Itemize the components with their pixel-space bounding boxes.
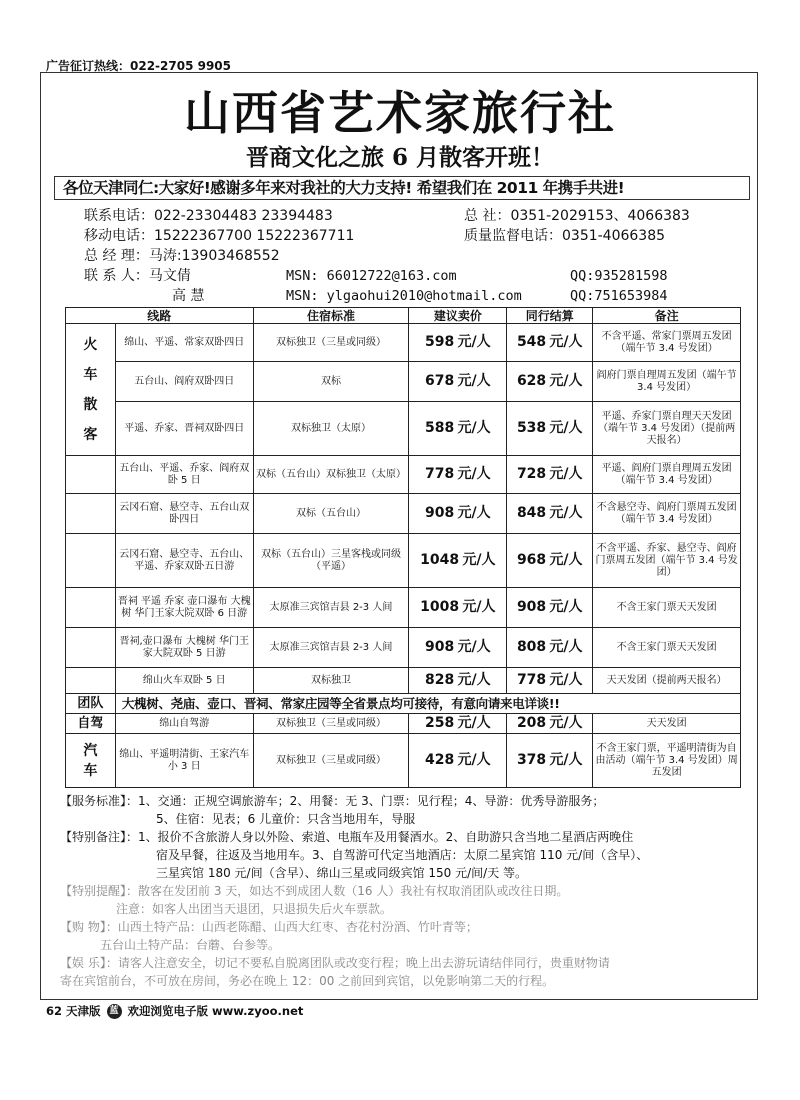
note-cell: 不含王家门票天天发团 [593,628,741,668]
empty-category-cell [66,456,116,494]
table-row [66,534,741,588]
peer-price-cell: 378 元/人 [507,734,593,788]
header-note: 备注 [593,308,741,324]
contact-phone: 联系电话：022-23304483 23394483 [84,208,333,224]
shopping-note-cont: 五台山土特产品：台蘑、台参等。 [100,938,281,952]
note-cell: 天天发团 [593,714,741,734]
self-drive-label: 自驾 [66,714,116,734]
unit-label: 元/人 [549,551,583,568]
contact-mobile: 移动电话：15222367700 15222367711 [84,228,355,244]
price-cell: 1008 元/人 [409,588,507,628]
table-header-row [66,308,741,324]
peer-price-cell: 548 元/人 [507,324,593,362]
unit-label: 元/人 [457,638,491,655]
route-price-table [65,307,741,788]
price-cell: 908 元/人 [409,494,507,534]
team-row [66,694,741,714]
note-cell: 不含平遥、常家门票周五发团（端午节 3.4 号发团） [593,324,741,362]
note-cell: 不含王家门票天天发团 [593,588,741,628]
header-price: 建议卖价 [409,308,507,324]
contact-msn-1: MSN: 66012722@163.com [286,268,457,284]
peer-price-cell: 778 元/人 [507,668,593,694]
bus-category-label: 汽 车 [66,734,116,788]
hotel-cell: 双标（五台山） [253,494,409,534]
note-cell: 不含悬空寺、阎府门票周五发团（端午节 3.4 号发团） [593,494,741,534]
peer-price-cell: 628 元/人 [507,362,593,402]
special-note-cont-2: 三星宾馆 180 元/间（含早）、绵山三星或同级宾馆 150 元/间/天 等。 [156,866,528,880]
ad-hotline: 广告征订热线：022-2705 9905 [46,59,232,73]
page-number: 62 天津版 [46,1004,101,1018]
route-cell: 云冈石窟、悬空寺、五台山、平遥、乔家双卧五日游 [115,534,253,588]
peer-price-cell: 808 元/人 [507,628,593,668]
hotel-cell: 双标独卫（三星或同级） [253,734,409,788]
route-cell: 平遥、乔家、晋祠双卧四日 [115,402,253,456]
contact-hq: 总 社：0351-2029153、4066383 [464,208,690,224]
header-hotel: 住宿标准 [253,308,409,324]
contact-person-1: 联 系 人：马文倩 [84,268,191,284]
table-row [66,588,741,628]
route-cell: 五台山、平遥、乔家、阎府双卧 5 日 [115,456,253,494]
route-cell: 绵山、平遥、常家双卧四日 [115,324,253,362]
unit-label: 元/人 [549,504,583,521]
header-route: 线路 [66,308,254,324]
hotel-cell: 太原准三宾馆吉县 2-3 人间 [253,628,409,668]
contact-person-2: 高 慧 [172,288,205,304]
unit-label: 元/人 [457,751,491,768]
price-cell: 428 元/人 [409,734,507,788]
hotel-cell: 双标独卫（三星或同级） [253,324,409,362]
hotel-cell: 太原准三宾馆吉县 2-3 人间 [253,588,409,628]
table-row [66,362,741,402]
unit-label: 元/人 [457,714,491,731]
contact-manager: 总 经 理：马涛:13903468552 [84,248,280,264]
price-cell: 1048 元/人 [409,534,507,588]
unit-label: 元/人 [549,638,583,655]
contact-qq-1: QQ:935281598 [570,268,668,284]
peer-price-cell: 848 元/人 [507,494,593,534]
note-cell: 不含王家门票，平遥明清街为自由活动（端午节 3.4 号发团）周五发团 [593,734,741,788]
price-cell: 258 元/人 [409,714,507,734]
bus-row [66,734,741,788]
contact-supervision: 质量监督电话：0351-4066385 [464,228,666,244]
service-standard-cont: 5、住宿：见表；6 儿童价：只含当地用车，导服 [156,812,416,826]
price-cell: 678 元/人 [409,362,507,402]
empty-category-cell [66,494,116,534]
entertainment-note-cont: 寄在宾馆前台，不可放在房间，务必在晚上 12：00 之前回到宾馆，以免影响第二天的行程。 [60,974,555,988]
peer-price-cell: 908 元/人 [507,588,593,628]
unit-label: 元/人 [549,714,583,731]
table-row [66,324,741,362]
brand-badge-icon: 蓝 [107,1004,122,1019]
route-cell: 晋祠 平遥 乔家 壶口瀑布 大槐树 华门王家大院双卧 6 日游 [115,588,253,628]
footer-link-text[interactable]: 欢迎浏览电子版 www.zyoo.net [127,1004,304,1018]
empty-category-cell [66,628,116,668]
price-cell: 828 元/人 [409,668,507,694]
subtitle: 晋商文化之旅 6 月散客开班！ [245,144,555,171]
note-cell: 不含平遥、乔家、悬空寺、阎府门票周五发团（端午节 3.4 号发团） [593,534,741,588]
special-reminder-cont: 注意：如客人出团当天退团，只退损失后火车票款。 [116,902,393,916]
service-standard: 【服务标准】：1、交通：正规空调旅游车；2、用餐：无 3、门票：见行程；4、导游：优秀导游服务； [60,794,605,808]
contact-qq-2: QQ:751653984 [570,288,668,304]
price-cell: 598 元/人 [409,324,507,362]
table-row [66,494,741,534]
unit-label: 元/人 [549,598,583,615]
unit-label: 元/人 [457,419,491,436]
entertainment-note: 【娱 乐】：请客人注意安全，切记不要私自脱离团队或改变行程；晚上出去游玩请结伴同行，贵重财物请 [60,956,610,970]
hotel-cell: 双标独卫（太原） [253,402,409,456]
peer-price-cell: 208 元/人 [507,714,593,734]
self-drive-row [66,714,741,734]
unit-label: 元/人 [462,551,496,568]
hotel-cell: 双标 [253,362,409,402]
route-cell: 五台山、阎府双卧四日 [115,362,253,402]
special-reminder: 【特别提醒】：散客在发团前 3 天，如达不到成团人数（16 人）我社有权取消团队或改往日期。 [60,884,569,898]
route-cell: 云冈石窟、悬空寺、五台山双卧四日 [115,494,253,534]
route-cell: 绵山火车双卧 5 日 [115,668,253,694]
agency-title: 山西省艺术家旅行社 [184,86,616,140]
price-cell: 588 元/人 [409,402,507,456]
peer-price-cell: 728 元/人 [507,456,593,494]
price-cell: 778 元/人 [409,456,507,494]
route-cell: 晋祠,壶口瀑布 大槐树 华门王家大院双卧 5 日游 [115,628,253,668]
table-row [66,668,741,694]
unit-label: 元/人 [549,671,583,688]
note-cell: 平遥、阎府门票自理周五发团（端午节 3.4 号发团） [593,456,741,494]
unit-label: 元/人 [457,671,491,688]
unit-label: 元/人 [457,333,491,350]
unit-label: 元/人 [549,333,583,350]
empty-category-cell [66,534,116,588]
empty-category-cell [66,588,116,628]
note-cell: 平遥、乔家门票自理天天发团（端午节 3.4 号发团）（提前两天报名） [593,402,741,456]
team-text: 大槐树、尧庙、壶口、晋祠、常家庄园等全省景点均可接待，有意向请来电详谈!! [115,694,740,714]
note-cell: 阎府门票自理周五发团（端午节 3.4 号发团） [593,362,741,402]
hotel-cell: 双标独卫（三星或同级） [253,714,409,734]
unit-label: 元/人 [549,372,583,389]
shopping-note: 【购 物】：山西土特产品：山西老陈醋、山西大红枣、杏花村汾酒、竹叶青等； [60,920,478,934]
special-note-cont-1: 宿及早餐，往返及当地用车。3、自驾游可代定当地酒店：太原二星宾馆 110 元/间（含早）、 [156,848,649,862]
unit-label: 元/人 [457,465,491,482]
route-cell: 绵山自驾游 [115,714,253,734]
notes-section [60,792,750,990]
table-row [66,628,741,668]
peer-price-cell: 538 元/人 [507,402,593,456]
empty-category-cell [66,668,116,694]
table-row [66,456,741,494]
special-note: 【特别备注】：1、报价不含旅游人身以外险、索道、电瓶车及用餐酒水。2、自助游只含当地二星酒店两晚住 [60,830,634,844]
route-cell: 绵山、平遥明清街、王家汽车小 3 日 [115,734,253,788]
unit-label: 元/人 [549,751,583,768]
greeting-banner: 各位天津同仁:大家好!感谢多年来对我社的大力支持! 希望我们在 2011 年携手共进! [54,176,750,200]
hotel-cell: 双标独卫 [253,668,409,694]
unit-label: 元/人 [549,465,583,482]
contact-msn-2: MSN: ylgaohui2010@hotmail.com [286,288,522,304]
hotel-cell: 双标（五台山）三星客栈或同级（平遥） [253,534,409,588]
note-cell: 天天发团（提前两天报名） [593,668,741,694]
unit-label: 元/人 [457,504,491,521]
team-label: 团队 [66,694,116,714]
unit-label: 元/人 [457,372,491,389]
train-category-label: 火 车 散 客 [66,324,116,456]
header-peer: 同行结算 [507,308,593,324]
price-cell: 908 元/人 [409,628,507,668]
peer-price-cell: 968 元/人 [507,534,593,588]
unit-label: 元/人 [549,419,583,436]
hotel-cell: 双标（五台山）双标独卫（太原） [253,456,409,494]
table-row [66,402,741,456]
page-footer [46,1003,303,1019]
unit-label: 元/人 [462,598,496,615]
